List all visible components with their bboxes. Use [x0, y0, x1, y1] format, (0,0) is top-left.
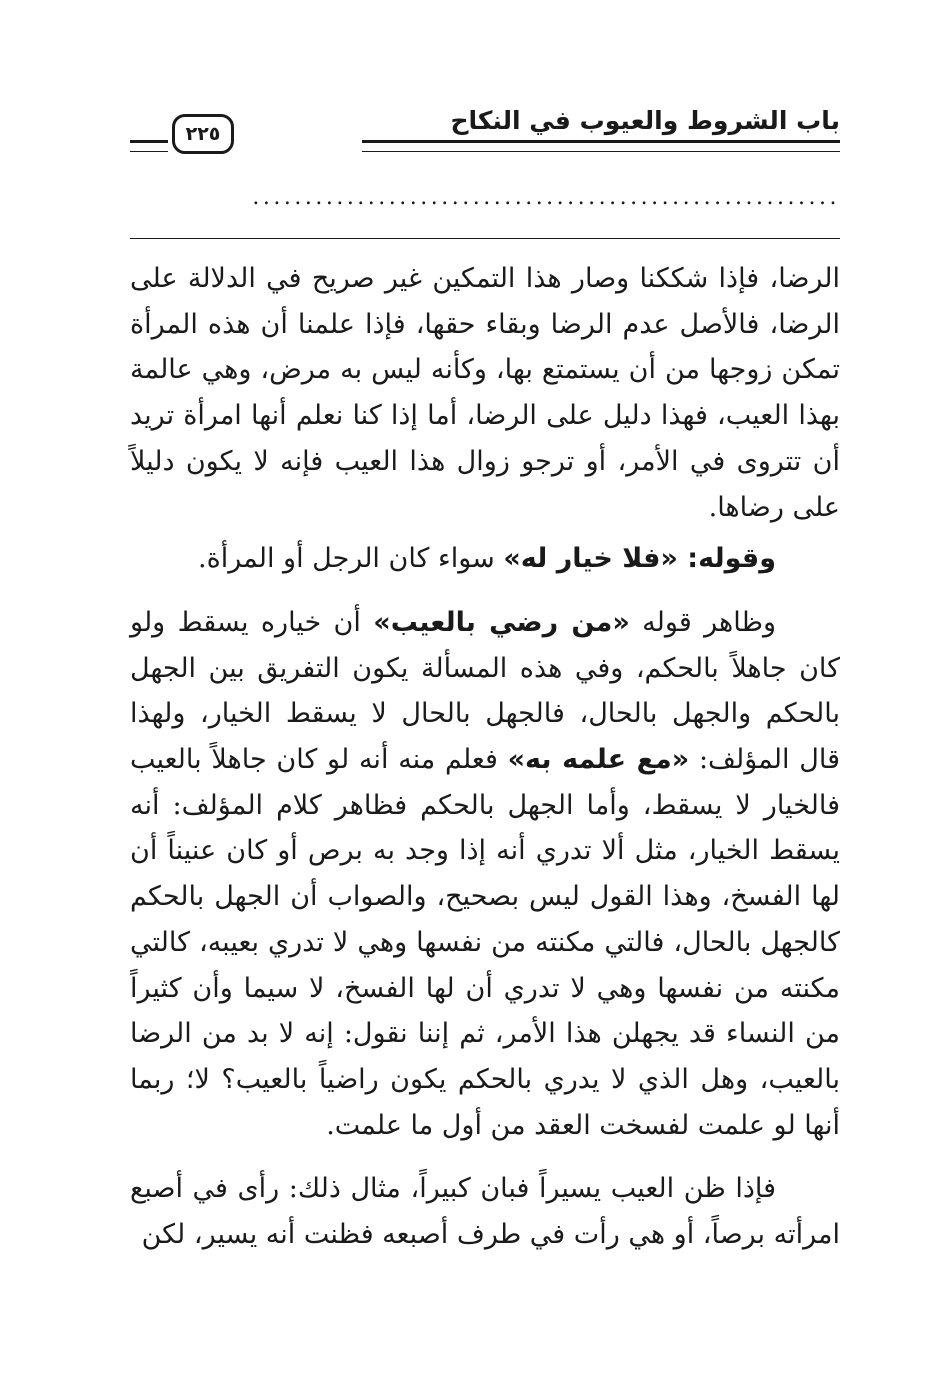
bold-text-segment: وقوله:: [677, 543, 776, 575]
text-segment: الرضا، فإذا شككنا وصار هذا التمكين غير صريح في الدلالة على الرضا، فالأصل عدم الرضا وبقاء حقها، فإذا علمنا أن هذه المرأة تمكن زوجها من أن يستمتع بها، وكأنه ليس به مرض، وهي عالمة بهذا العيب، فهذا دليل على الرضا، أما إذا كنا نعلم أنها امرأة تريد أن تتروى في الأمر، أو ترجو زوال هذا العيب فإنه لا يكون دليلاً على رضاها.: [130, 263, 840, 523]
header-rule-right: [362, 140, 840, 152]
text-segment: فعلم منه أنه لو كان جاهلاً بالعيب فالخيار لا يسقط، وأما الجهل بالحكم فظاهر كلام المؤلف: أنه يسقط الخيار، مثل ألا تدري أنه إذا وجد به برص أو كان عنيناً أن لها الفسخ، وهذا القول ليس بصحيح، والصواب أن الجهل بالحكم كالجهل بالحال، فالتي مكنته من نفسها وهي لا تدري بعيبه، كالتي مكنته من نفسها وهي لا تدري أن لها الفسخ، لا سيما وأن كثيراً من النساء قد يجهلن هذا الأمر، ثم إننا نقول: إنه لا بد من الرضا بالعيب، وهل الذي لا يدري بالحكم يكون راضياً بالعيب؟ لا؛ ربما أنها لو علمت لفسخت العقد من أول ما علمت.: [130, 744, 840, 1141]
text-segment: وظاهر قوله: [629, 606, 777, 638]
running-header: [130, 100, 840, 160]
page-number: ٢٢٥: [172, 114, 234, 154]
text-segment: أن خياره يسقط ولو كان جاهلاً بالحكم، وفي هذه المسألة يكون التفريق بين الجهل بالحكم والجهل بالحال، فالجهل بالحال لا يسقط الخيار، ولهذا قال المؤلف:: [130, 606, 840, 776]
bold-text-segment: «فلا خيار له»: [503, 543, 678, 575]
paragraph-4: [130, 1166, 840, 1257]
header-rule-left: [130, 140, 168, 152]
bold-text-segment: «مع علمه به»: [507, 744, 690, 776]
text-segment: فإذا ظن العيب يسيراً فبان كبيراً، مثال ذلك: رأى في أصبع امرأته برصاً، أو هي رأت في طرف أصبعه فظنت أنه يسير، لكن: [130, 1173, 840, 1251]
chapter-title: باب الشروط والعيوب في النكاح: [450, 106, 840, 135]
paragraph-3: [130, 600, 840, 1148]
separator-rule: [130, 238, 840, 239]
text-segment: سواء كان الرجل أو المرأة.: [197, 543, 504, 575]
footnote-dots: ........................................................: [252, 186, 840, 210]
paragraph-2: [130, 536, 840, 582]
paragraph-1: [130, 256, 840, 530]
bold-text-segment: «من رضي بالعيب»: [373, 606, 630, 638]
body-text: [130, 256, 840, 1258]
